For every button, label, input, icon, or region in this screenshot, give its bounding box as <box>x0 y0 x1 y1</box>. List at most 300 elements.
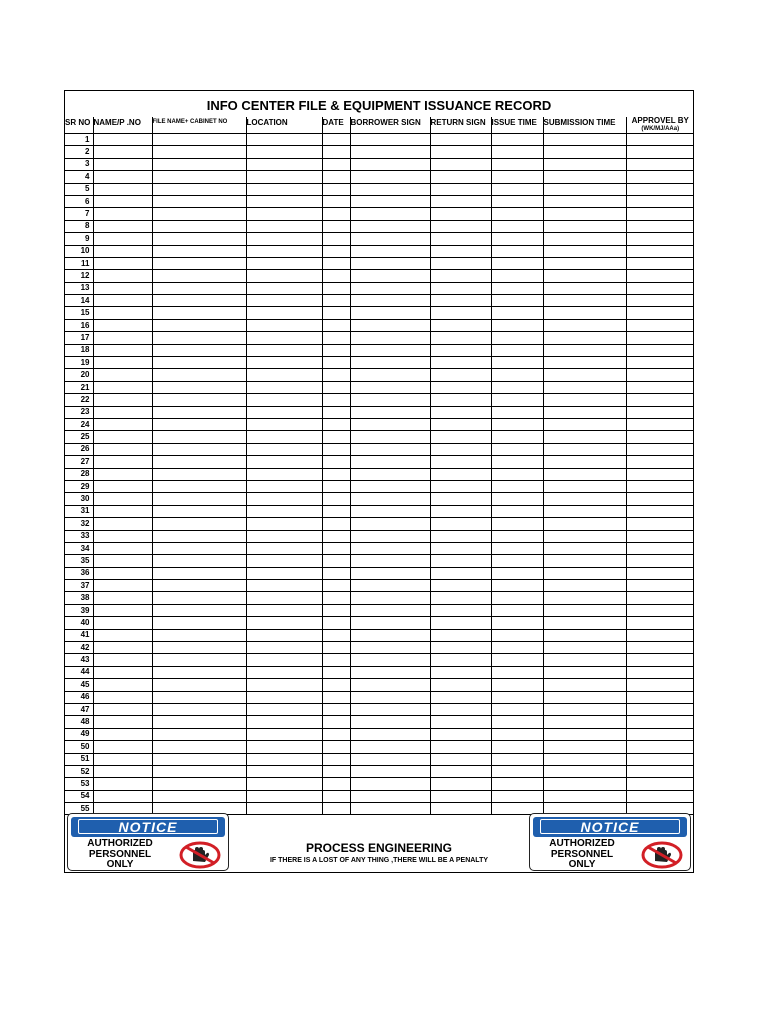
entry-cell[interactable] <box>246 728 322 740</box>
entry-cell[interactable] <box>152 443 246 455</box>
entry-cell[interactable] <box>350 567 430 579</box>
entry-cell[interactable] <box>350 418 430 430</box>
entry-cell[interactable] <box>626 604 694 616</box>
entry-cell[interactable] <box>93 134 152 146</box>
entry-cell[interactable] <box>350 666 430 678</box>
entry-cell[interactable] <box>322 765 350 777</box>
entry-cell[interactable] <box>246 282 322 294</box>
entry-cell[interactable] <box>93 319 152 331</box>
entry-cell[interactable] <box>152 530 246 542</box>
entry-cell[interactable] <box>430 134 491 146</box>
entry-cell[interactable] <box>246 592 322 604</box>
entry-cell[interactable] <box>543 468 626 480</box>
entry-cell[interactable] <box>626 344 694 356</box>
entry-cell[interactable] <box>491 171 543 183</box>
entry-cell[interactable] <box>350 381 430 393</box>
entry-cell[interactable] <box>246 753 322 765</box>
entry-cell[interactable] <box>543 518 626 530</box>
entry-cell[interactable] <box>350 158 430 170</box>
entry-cell[interactable] <box>93 555 152 567</box>
entry-cell[interactable] <box>430 542 491 554</box>
entry-cell[interactable] <box>350 542 430 554</box>
entry-cell[interactable] <box>543 183 626 195</box>
entry-cell[interactable] <box>350 778 430 790</box>
entry-cell[interactable] <box>152 332 246 344</box>
entry-cell[interactable] <box>491 753 543 765</box>
entry-cell[interactable] <box>93 431 152 443</box>
entry-cell[interactable] <box>322 270 350 282</box>
entry-cell[interactable] <box>350 741 430 753</box>
entry-cell[interactable] <box>246 220 322 232</box>
entry-cell[interactable] <box>93 666 152 678</box>
entry-cell[interactable] <box>626 555 694 567</box>
entry-cell[interactable] <box>543 220 626 232</box>
entry-cell[interactable] <box>543 592 626 604</box>
entry-cell[interactable] <box>491 208 543 220</box>
entry-cell[interactable] <box>350 134 430 146</box>
entry-cell[interactable] <box>430 480 491 492</box>
entry-cell[interactable] <box>491 257 543 269</box>
entry-cell[interactable] <box>543 208 626 220</box>
entry-cell[interactable] <box>93 790 152 802</box>
entry-cell[interactable] <box>430 344 491 356</box>
entry-cell[interactable] <box>626 158 694 170</box>
entry-cell[interactable] <box>152 679 246 691</box>
entry-cell[interactable] <box>93 208 152 220</box>
entry-cell[interactable] <box>430 728 491 740</box>
entry-cell[interactable] <box>430 245 491 257</box>
entry-cell[interactable] <box>430 418 491 430</box>
entry-cell[interactable] <box>430 307 491 319</box>
entry-cell[interactable] <box>93 765 152 777</box>
entry-cell[interactable] <box>246 307 322 319</box>
entry-cell[interactable] <box>543 431 626 443</box>
entry-cell[interactable] <box>152 208 246 220</box>
entry-cell[interactable] <box>322 716 350 728</box>
entry-cell[interactable] <box>246 493 322 505</box>
entry-cell[interactable] <box>246 642 322 654</box>
entry-cell[interactable] <box>626 394 694 406</box>
entry-cell[interactable] <box>626 171 694 183</box>
entry-cell[interactable] <box>350 530 430 542</box>
entry-cell[interactable] <box>93 480 152 492</box>
entry-cell[interactable] <box>626 431 694 443</box>
entry-cell[interactable] <box>152 307 246 319</box>
entry-cell[interactable] <box>93 381 152 393</box>
entry-cell[interactable] <box>152 381 246 393</box>
entry-cell[interactable] <box>246 431 322 443</box>
entry-cell[interactable] <box>626 580 694 592</box>
entry-cell[interactable] <box>543 753 626 765</box>
entry-cell[interactable] <box>322 493 350 505</box>
entry-cell[interactable] <box>491 580 543 592</box>
entry-cell[interactable] <box>93 493 152 505</box>
entry-cell[interactable] <box>430 592 491 604</box>
entry-cell[interactable] <box>430 642 491 654</box>
entry-cell[interactable] <box>543 307 626 319</box>
entry-cell[interactable] <box>543 332 626 344</box>
entry-cell[interactable] <box>152 741 246 753</box>
entry-cell[interactable] <box>430 257 491 269</box>
entry-cell[interactable] <box>322 790 350 802</box>
entry-cell[interactable] <box>322 443 350 455</box>
entry-cell[interactable] <box>246 295 322 307</box>
entry-cell[interactable] <box>430 357 491 369</box>
entry-cell[interactable] <box>322 406 350 418</box>
entry-cell[interactable] <box>543 443 626 455</box>
entry-cell[interactable] <box>93 679 152 691</box>
entry-cell[interactable] <box>93 604 152 616</box>
entry-cell[interactable] <box>322 530 350 542</box>
entry-cell[interactable] <box>626 480 694 492</box>
entry-cell[interactable] <box>430 580 491 592</box>
entry-cell[interactable] <box>322 728 350 740</box>
entry-cell[interactable] <box>246 195 322 207</box>
entry-cell[interactable] <box>152 654 246 666</box>
entry-cell[interactable] <box>430 505 491 517</box>
entry-cell[interactable] <box>543 158 626 170</box>
entry-cell[interactable] <box>322 381 350 393</box>
entry-cell[interactable] <box>491 679 543 691</box>
entry-cell[interactable] <box>626 270 694 282</box>
entry-cell[interactable] <box>491 505 543 517</box>
entry-cell[interactable] <box>543 629 626 641</box>
entry-cell[interactable] <box>491 691 543 703</box>
entry-cell[interactable] <box>430 319 491 331</box>
entry-cell[interactable] <box>152 257 246 269</box>
entry-cell[interactable] <box>491 642 543 654</box>
entry-cell[interactable] <box>246 245 322 257</box>
entry-cell[interactable] <box>430 555 491 567</box>
entry-cell[interactable] <box>350 765 430 777</box>
entry-cell[interactable] <box>246 567 322 579</box>
entry-cell[interactable] <box>350 208 430 220</box>
entry-cell[interactable] <box>246 765 322 777</box>
entry-cell[interactable] <box>491 344 543 356</box>
entry-cell[interactable] <box>152 617 246 629</box>
entry-cell[interactable] <box>491 245 543 257</box>
entry-cell[interactable] <box>543 357 626 369</box>
entry-cell[interactable] <box>491 493 543 505</box>
entry-cell[interactable] <box>93 567 152 579</box>
entry-cell[interactable] <box>322 778 350 790</box>
entry-cell[interactable] <box>93 332 152 344</box>
entry-cell[interactable] <box>93 542 152 554</box>
entry-cell[interactable] <box>152 555 246 567</box>
entry-cell[interactable] <box>491 703 543 715</box>
entry-cell[interactable] <box>93 629 152 641</box>
entry-cell[interactable] <box>246 629 322 641</box>
entry-cell[interactable] <box>93 642 152 654</box>
entry-cell[interactable] <box>626 233 694 245</box>
entry-cell[interactable] <box>626 642 694 654</box>
entry-cell[interactable] <box>93 592 152 604</box>
entry-cell[interactable] <box>626 703 694 715</box>
entry-cell[interactable] <box>350 617 430 629</box>
entry-cell[interactable] <box>350 654 430 666</box>
entry-cell[interactable] <box>350 703 430 715</box>
entry-cell[interactable] <box>350 629 430 641</box>
entry-cell[interactable] <box>93 716 152 728</box>
entry-cell[interactable] <box>430 406 491 418</box>
entry-cell[interactable] <box>322 319 350 331</box>
entry-cell[interactable] <box>543 195 626 207</box>
entry-cell[interactable] <box>626 146 694 158</box>
entry-cell[interactable] <box>93 418 152 430</box>
entry-cell[interactable] <box>543 642 626 654</box>
entry-cell[interactable] <box>543 381 626 393</box>
entry-cell[interactable] <box>246 530 322 542</box>
entry-cell[interactable] <box>93 654 152 666</box>
entry-cell[interactable] <box>152 753 246 765</box>
entry-cell[interactable] <box>152 270 246 282</box>
entry-cell[interactable] <box>626 208 694 220</box>
entry-cell[interactable] <box>93 406 152 418</box>
entry-cell[interactable] <box>322 592 350 604</box>
entry-cell[interactable] <box>543 765 626 777</box>
entry-cell[interactable] <box>543 679 626 691</box>
entry-cell[interactable] <box>430 146 491 158</box>
entry-cell[interactable] <box>543 418 626 430</box>
entry-cell[interactable] <box>543 666 626 678</box>
entry-cell[interactable] <box>152 480 246 492</box>
entry-cell[interactable] <box>152 245 246 257</box>
entry-cell[interactable] <box>93 171 152 183</box>
entry-cell[interactable] <box>93 530 152 542</box>
entry-cell[interactable] <box>322 542 350 554</box>
entry-cell[interactable] <box>322 480 350 492</box>
entry-cell[interactable] <box>322 629 350 641</box>
entry-cell[interactable] <box>626 319 694 331</box>
entry-cell[interactable] <box>322 233 350 245</box>
entry-cell[interactable] <box>246 679 322 691</box>
entry-cell[interactable] <box>246 691 322 703</box>
entry-cell[interactable] <box>322 195 350 207</box>
entry-cell[interactable] <box>543 369 626 381</box>
entry-cell[interactable] <box>350 679 430 691</box>
entry-cell[interactable] <box>322 171 350 183</box>
entry-cell[interactable] <box>491 765 543 777</box>
entry-cell[interactable] <box>350 319 430 331</box>
entry-cell[interactable] <box>626 617 694 629</box>
entry-cell[interactable] <box>543 741 626 753</box>
entry-cell[interactable] <box>246 703 322 715</box>
entry-cell[interactable] <box>430 604 491 616</box>
entry-cell[interactable] <box>491 369 543 381</box>
entry-cell[interactable] <box>626 753 694 765</box>
entry-cell[interactable] <box>246 369 322 381</box>
entry-cell[interactable] <box>322 146 350 158</box>
entry-cell[interactable] <box>246 790 322 802</box>
entry-cell[interactable] <box>543 270 626 282</box>
entry-cell[interactable] <box>430 158 491 170</box>
entry-cell[interactable] <box>543 146 626 158</box>
entry-cell[interactable] <box>626 790 694 802</box>
entry-cell[interactable] <box>322 468 350 480</box>
entry-cell[interactable] <box>491 555 543 567</box>
entry-cell[interactable] <box>430 518 491 530</box>
entry-cell[interactable] <box>430 679 491 691</box>
entry-cell[interactable] <box>152 642 246 654</box>
entry-cell[interactable] <box>152 394 246 406</box>
entry-cell[interactable] <box>246 604 322 616</box>
entry-cell[interactable] <box>491 158 543 170</box>
entry-cell[interactable] <box>350 555 430 567</box>
entry-cell[interactable] <box>491 195 543 207</box>
entry-cell[interactable] <box>491 394 543 406</box>
entry-cell[interactable] <box>491 332 543 344</box>
entry-cell[interactable] <box>626 592 694 604</box>
entry-cell[interactable] <box>491 233 543 245</box>
entry-cell[interactable] <box>322 505 350 517</box>
entry-cell[interactable] <box>246 468 322 480</box>
entry-cell[interactable] <box>491 728 543 740</box>
entry-cell[interactable] <box>491 295 543 307</box>
entry-cell[interactable] <box>246 555 322 567</box>
entry-cell[interactable] <box>430 468 491 480</box>
entry-cell[interactable] <box>322 431 350 443</box>
entry-cell[interactable] <box>322 691 350 703</box>
entry-cell[interactable] <box>93 753 152 765</box>
entry-cell[interactable] <box>543 580 626 592</box>
entry-cell[interactable] <box>430 332 491 344</box>
entry-cell[interactable] <box>491 654 543 666</box>
entry-cell[interactable] <box>350 406 430 418</box>
entry-cell[interactable] <box>93 245 152 257</box>
entry-cell[interactable] <box>246 716 322 728</box>
entry-cell[interactable] <box>491 617 543 629</box>
entry-cell[interactable] <box>322 555 350 567</box>
entry-cell[interactable] <box>626 332 694 344</box>
entry-cell[interactable] <box>93 691 152 703</box>
entry-cell[interactable] <box>543 319 626 331</box>
entry-cell[interactable] <box>626 468 694 480</box>
entry-cell[interactable] <box>430 171 491 183</box>
entry-cell[interactable] <box>93 617 152 629</box>
entry-cell[interactable] <box>93 220 152 232</box>
entry-cell[interactable] <box>430 629 491 641</box>
entry-cell[interactable] <box>543 617 626 629</box>
entry-cell[interactable] <box>491 319 543 331</box>
entry-cell[interactable] <box>152 567 246 579</box>
entry-cell[interactable] <box>152 778 246 790</box>
entry-cell[interactable] <box>491 778 543 790</box>
entry-cell[interactable] <box>246 443 322 455</box>
entry-cell[interactable] <box>543 716 626 728</box>
entry-cell[interactable] <box>543 295 626 307</box>
entry-cell[interactable] <box>93 505 152 517</box>
entry-cell[interactable] <box>350 146 430 158</box>
entry-cell[interactable] <box>491 134 543 146</box>
entry-cell[interactable] <box>246 418 322 430</box>
entry-cell[interactable] <box>93 703 152 715</box>
entry-cell[interactable] <box>350 369 430 381</box>
entry-cell[interactable] <box>246 518 322 530</box>
entry-cell[interactable] <box>152 369 246 381</box>
entry-cell[interactable] <box>626 518 694 530</box>
entry-cell[interactable] <box>491 480 543 492</box>
entry-cell[interactable] <box>246 233 322 245</box>
entry-cell[interactable] <box>152 418 246 430</box>
entry-cell[interactable] <box>491 270 543 282</box>
entry-cell[interactable] <box>626 493 694 505</box>
entry-cell[interactable] <box>322 617 350 629</box>
entry-cell[interactable] <box>430 295 491 307</box>
entry-cell[interactable] <box>543 790 626 802</box>
entry-cell[interactable] <box>626 716 694 728</box>
entry-cell[interactable] <box>322 158 350 170</box>
entry-cell[interactable] <box>322 369 350 381</box>
entry-cell[interactable] <box>430 617 491 629</box>
entry-cell[interactable] <box>246 480 322 492</box>
entry-cell[interactable] <box>430 716 491 728</box>
entry-cell[interactable] <box>246 257 322 269</box>
entry-cell[interactable] <box>152 666 246 678</box>
entry-cell[interactable] <box>626 679 694 691</box>
entry-cell[interactable] <box>543 480 626 492</box>
entry-cell[interactable] <box>350 282 430 294</box>
entry-cell[interactable] <box>350 480 430 492</box>
entry-cell[interactable] <box>626 542 694 554</box>
entry-cell[interactable] <box>491 666 543 678</box>
entry-cell[interactable] <box>543 394 626 406</box>
entry-cell[interactable] <box>152 493 246 505</box>
entry-cell[interactable] <box>626 134 694 146</box>
entry-cell[interactable] <box>246 394 322 406</box>
entry-cell[interactable] <box>350 468 430 480</box>
entry-cell[interactable] <box>152 580 246 592</box>
entry-cell[interactable] <box>430 270 491 282</box>
entry-cell[interactable] <box>246 183 322 195</box>
entry-cell[interactable] <box>322 654 350 666</box>
entry-cell[interactable] <box>350 307 430 319</box>
entry-cell[interactable] <box>152 505 246 517</box>
entry-cell[interactable] <box>93 195 152 207</box>
entry-cell[interactable] <box>152 195 246 207</box>
entry-cell[interactable] <box>543 542 626 554</box>
entry-cell[interactable] <box>322 208 350 220</box>
entry-cell[interactable] <box>430 233 491 245</box>
entry-cell[interactable] <box>491 741 543 753</box>
entry-cell[interactable] <box>246 344 322 356</box>
entry-cell[interactable] <box>491 567 543 579</box>
entry-cell[interactable] <box>322 257 350 269</box>
entry-cell[interactable] <box>93 580 152 592</box>
entry-cell[interactable] <box>626 418 694 430</box>
entry-cell[interactable] <box>491 542 543 554</box>
entry-cell[interactable] <box>322 567 350 579</box>
entry-cell[interactable] <box>152 357 246 369</box>
entry-cell[interactable] <box>626 295 694 307</box>
entry-cell[interactable] <box>430 753 491 765</box>
entry-cell[interactable] <box>246 666 322 678</box>
entry-cell[interactable] <box>543 505 626 517</box>
entry-cell[interactable] <box>93 357 152 369</box>
entry-cell[interactable] <box>350 270 430 282</box>
entry-cell[interactable] <box>491 604 543 616</box>
entry-cell[interactable] <box>93 270 152 282</box>
entry-cell[interactable] <box>543 604 626 616</box>
entry-cell[interactable] <box>322 394 350 406</box>
entry-cell[interactable] <box>626 406 694 418</box>
entry-cell[interactable] <box>93 518 152 530</box>
entry-cell[interactable] <box>626 728 694 740</box>
entry-cell[interactable] <box>430 183 491 195</box>
entry-cell[interactable] <box>430 456 491 468</box>
entry-cell[interactable] <box>350 691 430 703</box>
entry-cell[interactable] <box>322 666 350 678</box>
entry-cell[interactable] <box>350 580 430 592</box>
